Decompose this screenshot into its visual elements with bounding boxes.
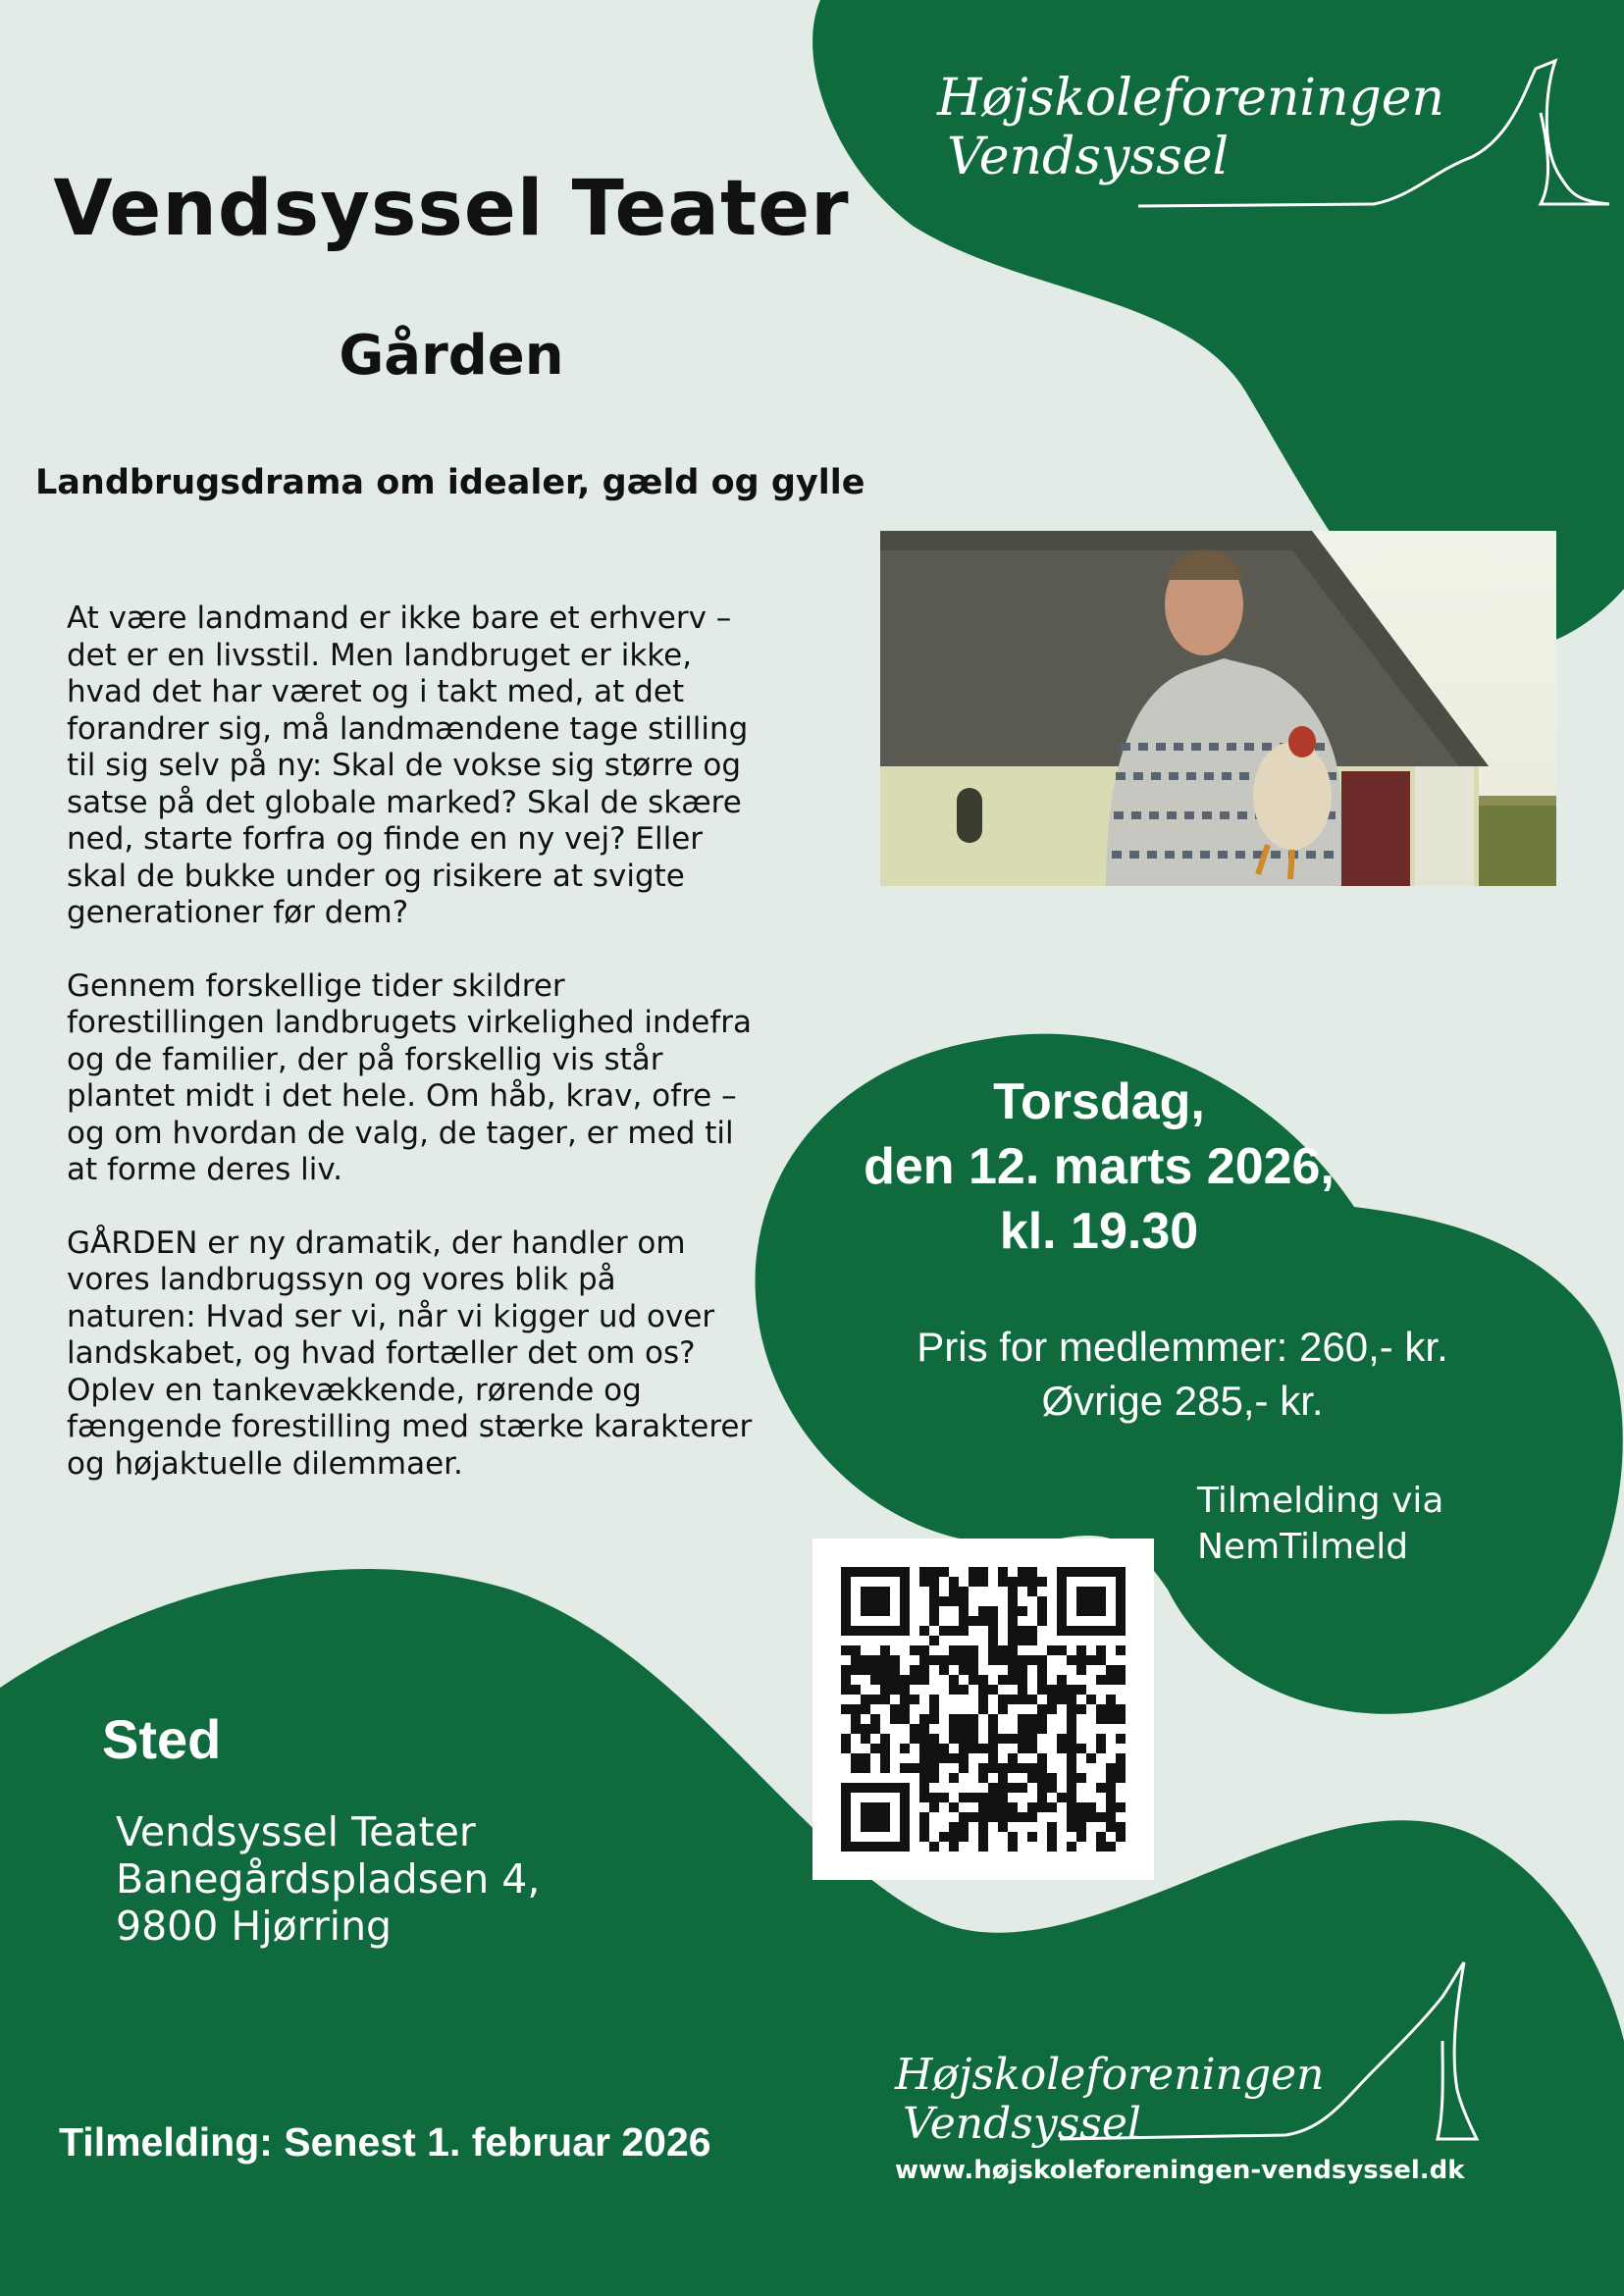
price-others: Øvrige 285,- kr. xyxy=(1041,1378,1324,1424)
page-title: Vendsyssel Teater xyxy=(53,165,850,253)
logo-top-line1: Højskoleforeningen xyxy=(937,69,1445,128)
venue-name: Vendsyssel Teater xyxy=(116,1808,476,1855)
signup-info xyxy=(1197,1478,1511,1570)
description-paragraph: GÅRDEN er ny dramatik, der handler om vores landbrugssyn og vores blik på naturen: Hvad ser vi, når vi kigger ud over landskabet, og hvad fortæller det om os? Oplev en tankevækkende, rørende og fængende forestilling med stærke karakterer og højaktuelle dilemmaer. xyxy=(67,1225,753,1482)
logo-bottom xyxy=(895,2051,1346,2149)
logo-bottom-line1: Højskoleforeningen xyxy=(895,2050,1325,2100)
description-paragraph: At være landmand er ikke bare et erhverv – det er en livsstil. Men landbruget er ikke, hvad det har været og i takt med, at det forandrer sig, må landmændene tage stilling til sig selv på ny: Skal de vokse sig større og satse på det globale marked? Skal de skære ned, starte forfra og finde en ny vej? Eller skal de bukke under og risikere at svigte generationer før dem? xyxy=(67,600,749,930)
signup-service: NemTilmeld xyxy=(1197,1527,1409,1567)
venue-city: 9800 Hjørring xyxy=(116,1903,393,1950)
price-members: Pris for medlemmer: 260,- kr. xyxy=(917,1324,1448,1370)
event-date-line: den 12. marts 2026, xyxy=(864,1138,1335,1195)
website-link[interactable]: www.højskoleforeningen-vendsyssel.dk xyxy=(895,2156,1465,2185)
venue-heading: Sted xyxy=(102,1708,222,1770)
prices xyxy=(864,1320,1501,1428)
qr-code-icon xyxy=(812,1539,1154,1880)
qr-code[interactable] xyxy=(812,1539,1154,1880)
description xyxy=(67,600,754,1519)
logo-bottom-line2: Vendsyssel xyxy=(903,2099,1141,2149)
event-day: Torsdag, xyxy=(993,1073,1205,1130)
play-photo xyxy=(880,531,1556,886)
tagline: Landbrugsdrama om idealer, gæld og gylle xyxy=(35,463,865,502)
logo-top-line2: Vendsyssel xyxy=(947,128,1230,186)
venue-address xyxy=(116,1808,705,1950)
play-title: Gården xyxy=(339,324,564,388)
logo-top xyxy=(937,69,1487,186)
event-date xyxy=(824,1070,1374,1264)
description-paragraph: Gennem forskellige tider skildrer forestillingen landbrugets virkelighed indefra og de familier, der på forskellig vis står plantet midt i det hele. Om håb, krav, ofre – og om hvordan de valg, de tager, er med til at forme deres liv. xyxy=(67,967,753,1187)
signup-label: Tilmelding via xyxy=(1197,1481,1444,1521)
venue-street: Banegårdspladsen 4, xyxy=(116,1855,541,1903)
event-time: kl. 19.30 xyxy=(999,1203,1199,1260)
signup-deadline: Tilmelding: Senest 1. februar 2026 xyxy=(59,2119,711,2165)
